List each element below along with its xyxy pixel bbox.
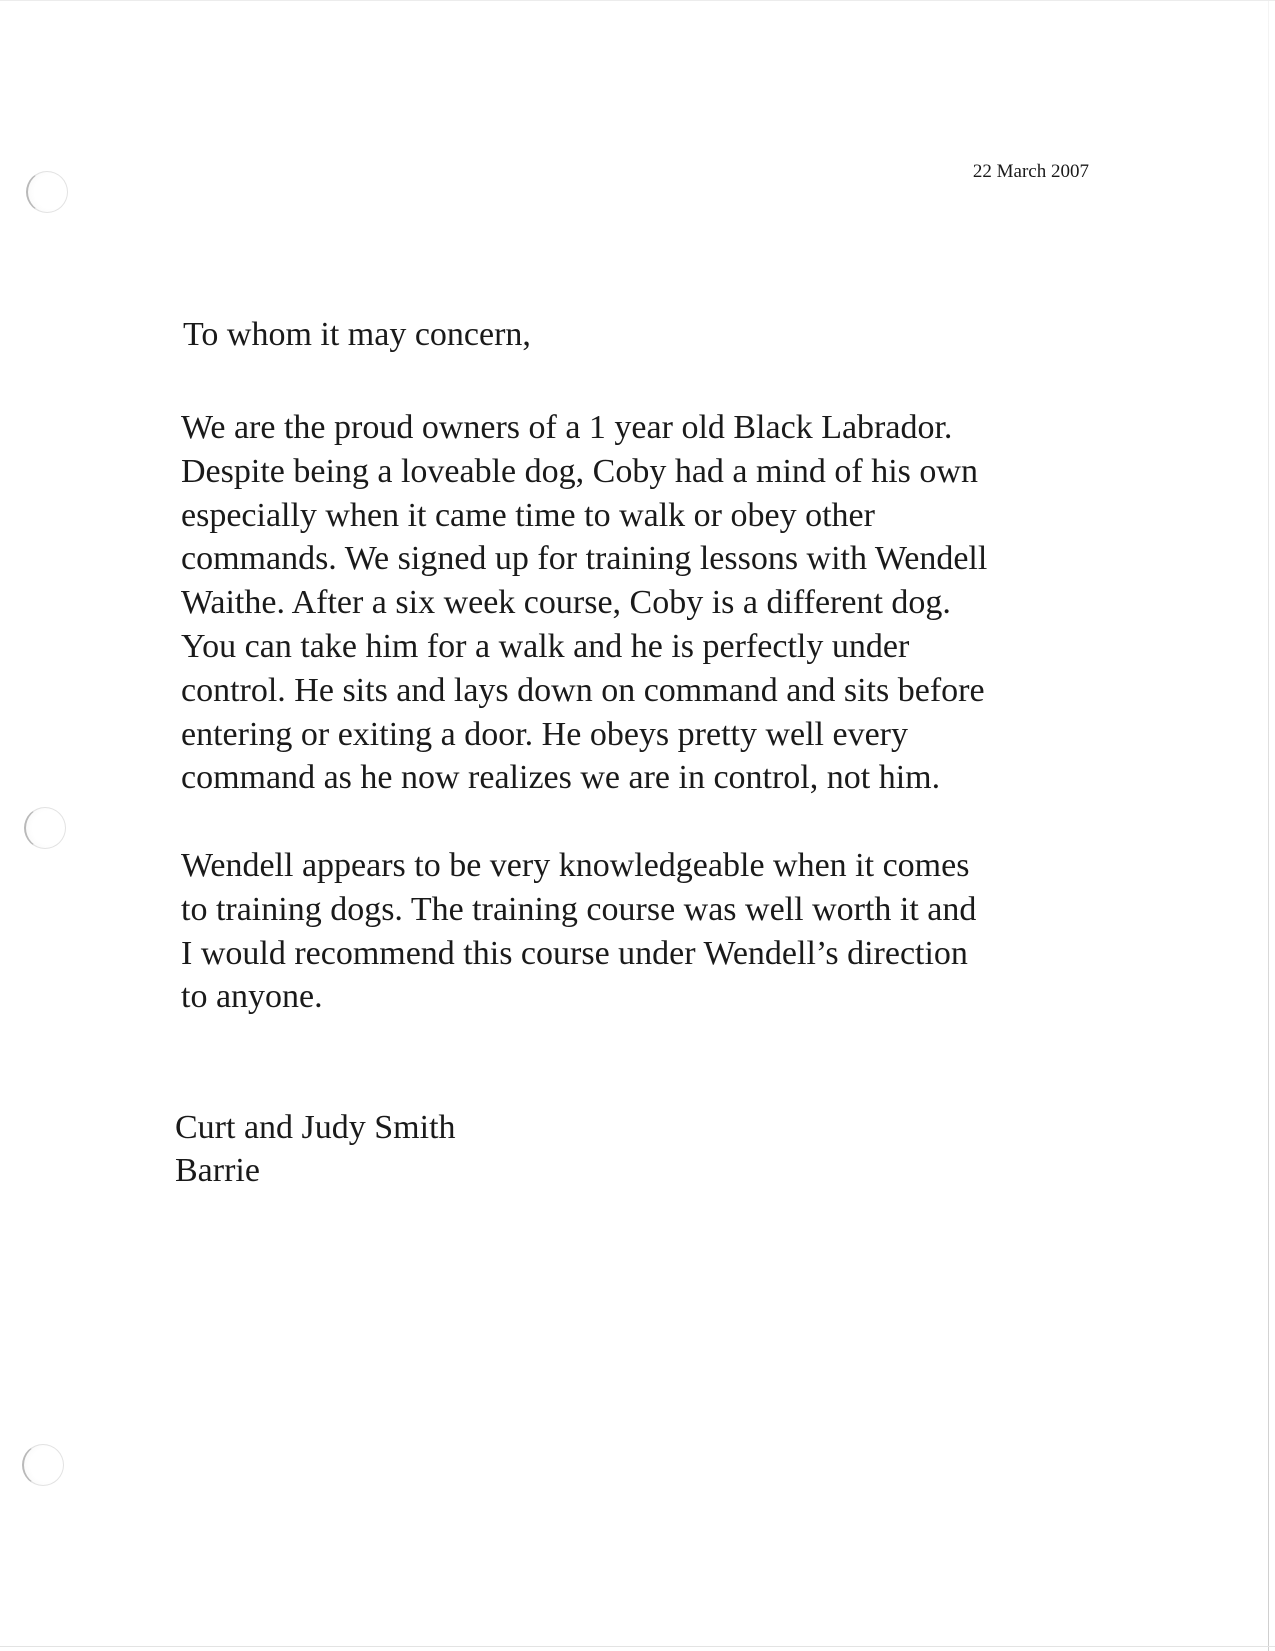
signature-block [175, 1106, 456, 1192]
salutation: To whom it may concern, [183, 316, 531, 353]
punch-hole-icon [24, 807, 66, 849]
punch-hole-icon [22, 1444, 64, 1486]
paragraph-line: to anyone. [181, 978, 323, 1016]
paragraph-line: to training dogs. The training course was well worth it and [181, 890, 977, 928]
paragraph-line: Wendell appears to be very knowledgeable when it comes [181, 847, 970, 884]
paragraph-line: Despite being a loveable dog, Coby had a mind of his own [181, 452, 978, 490]
paragraph-line: I would recommend this course under Wendell’s direction [181, 934, 968, 972]
paragraph-line: command as he now realizes we are in control, not him. [181, 759, 941, 797]
signature-location: Barrie [175, 1152, 260, 1189]
paragraph-line: control. He sits and lays down on command and sits before [181, 671, 985, 709]
scan-edge-bottom [0, 1646, 1275, 1647]
scan-edge-right [1268, 1, 1269, 1651]
paragraph-line: commands. We signed up for training lessons with Wendell [181, 540, 988, 578]
paragraph-line: We are the proud owners of a 1 year old Black Labrador. [181, 409, 953, 446]
paragraph-line: You can take him for a walk and he is perfectly under [181, 627, 910, 665]
paragraph-line: entering or exiting a door. He obeys pretty well every [181, 715, 908, 753]
body-paragraph-1 [181, 406, 987, 800]
paragraph-line: Waithe. After a six week course, Coby is a different dog. [181, 584, 951, 622]
letter-date: 22 March 2007 [972, 161, 1089, 182]
body-paragraph-2 [181, 844, 976, 1019]
punch-hole-icon [26, 171, 68, 213]
signature-names: Curt and Judy Smith [175, 1109, 456, 1146]
paragraph-line: especially when it came time to walk or obey other [181, 496, 875, 534]
